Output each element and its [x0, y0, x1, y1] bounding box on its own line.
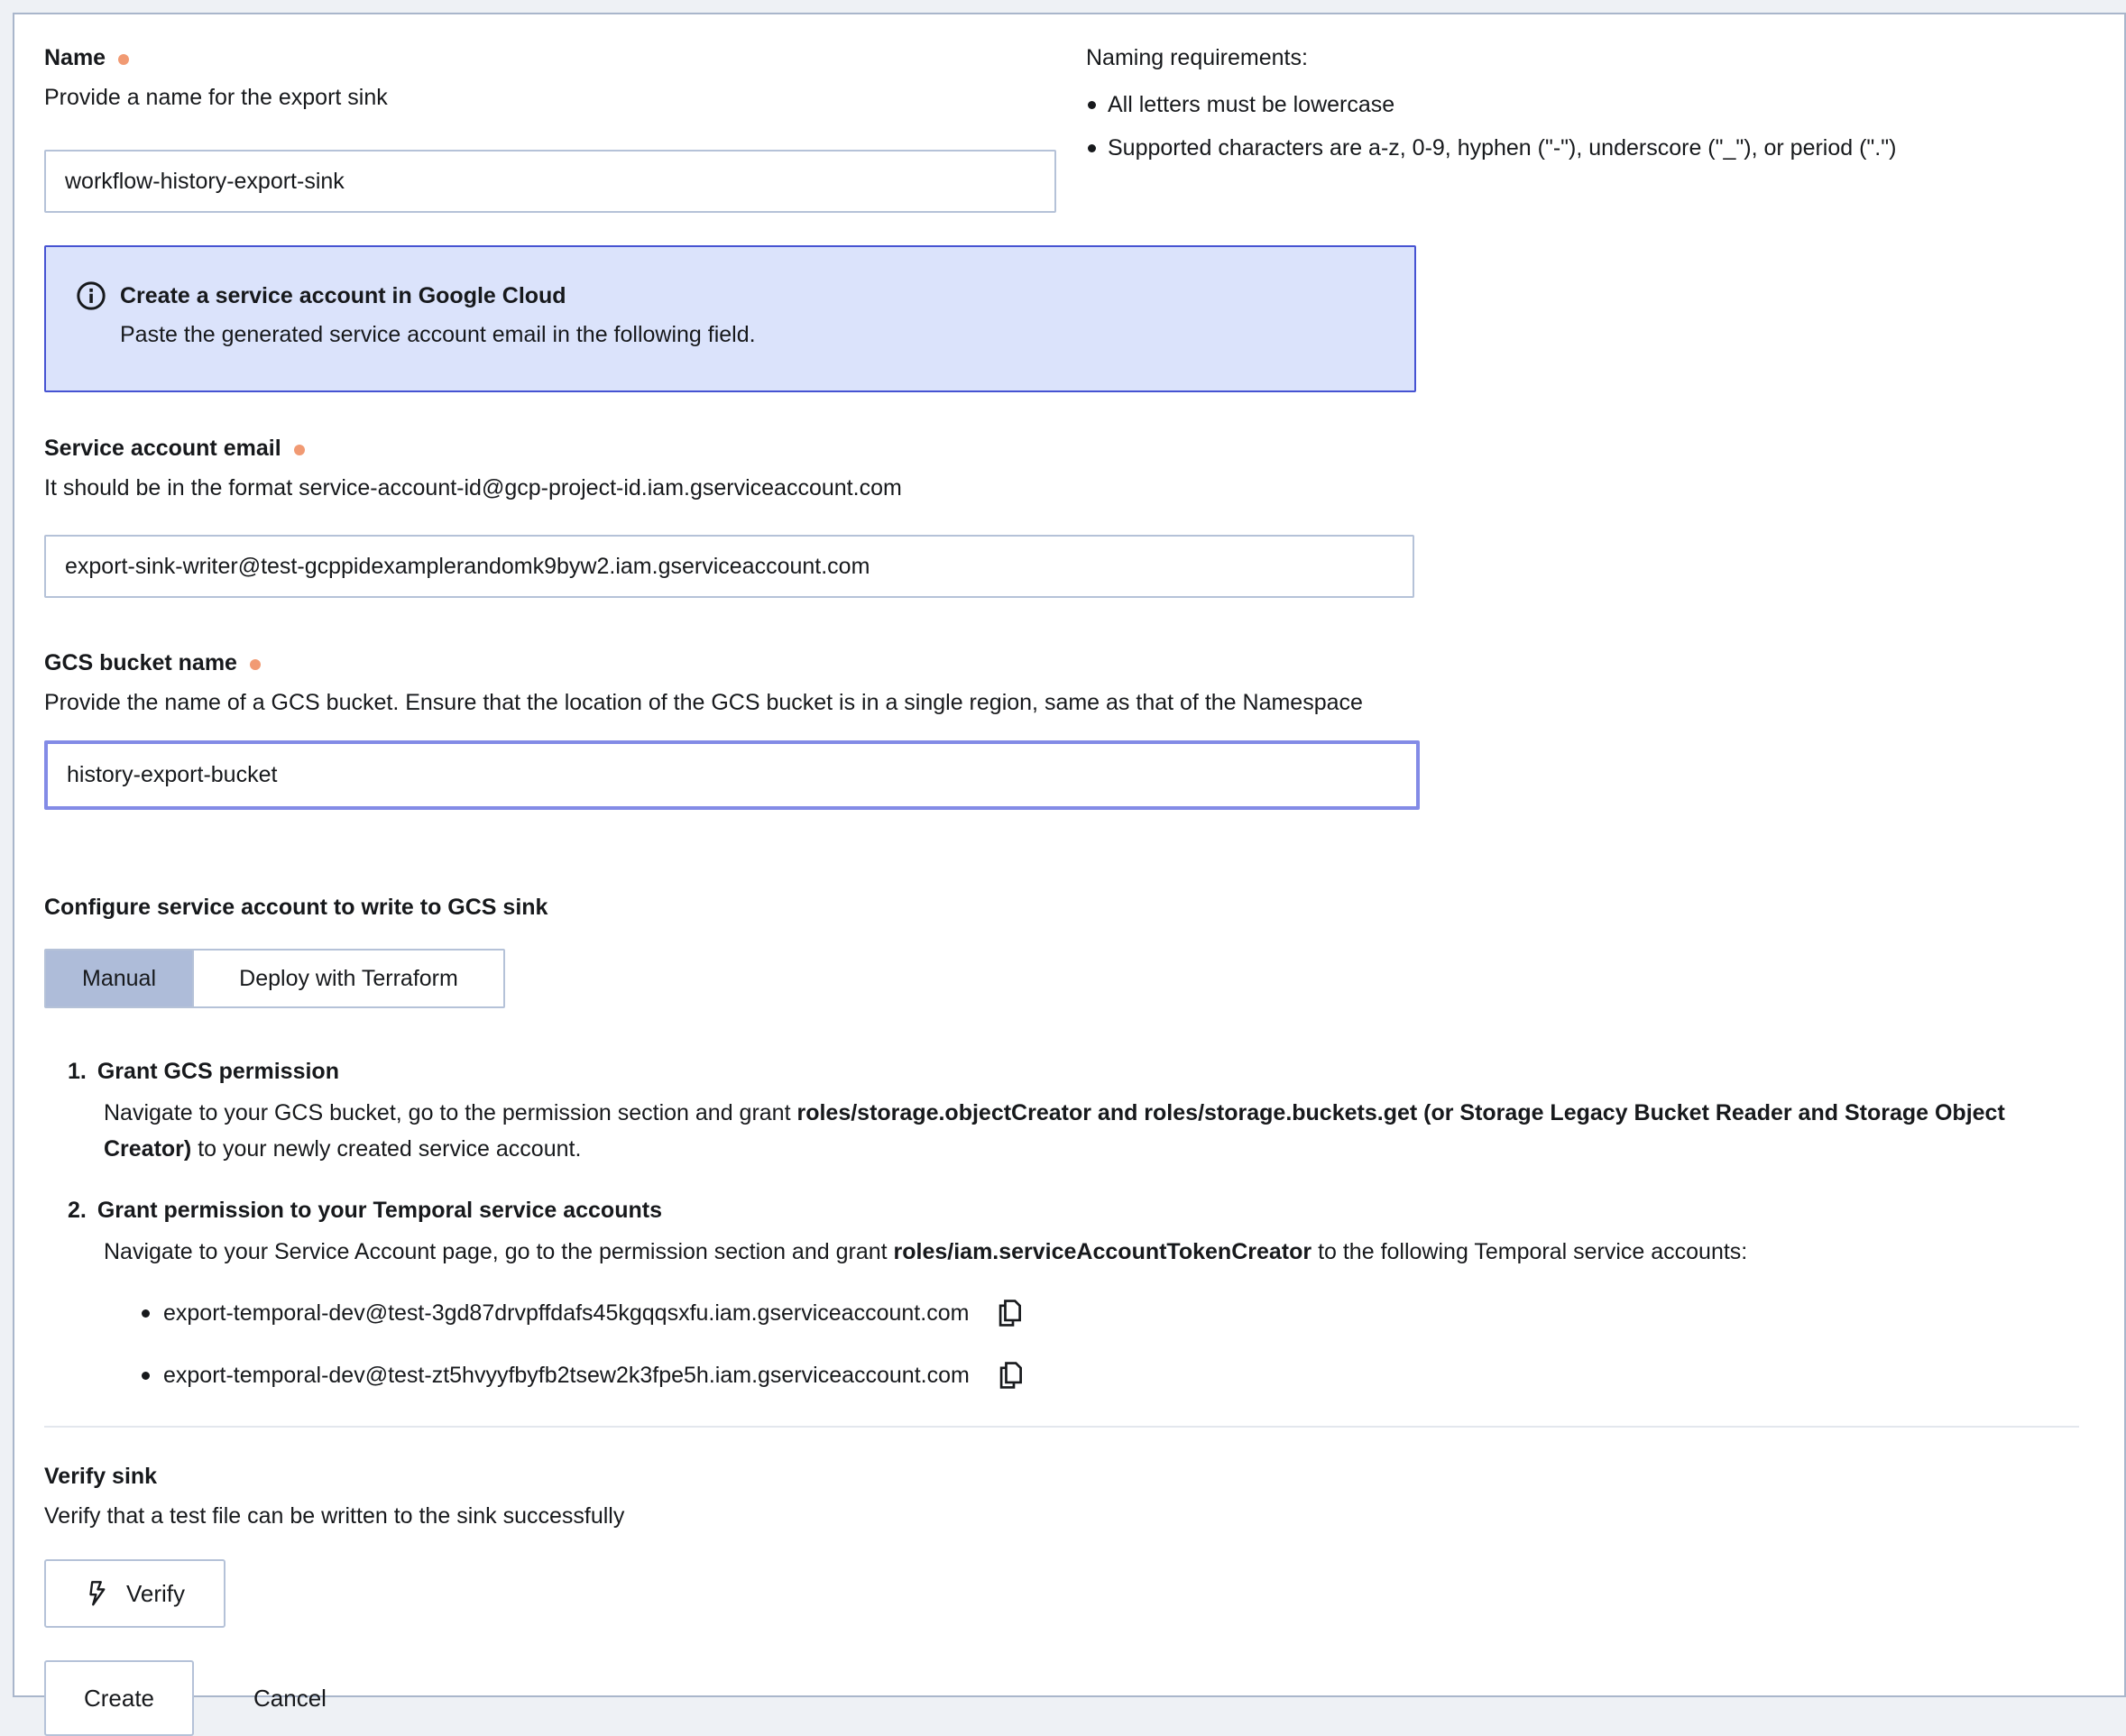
- tab-deploy-with-terraform[interactable]: Deploy with Terraform: [192, 951, 503, 1006]
- tab-manual[interactable]: Manual: [46, 951, 192, 1006]
- step-grant-gcs-permission: [44, 1053, 2081, 1167]
- service-account-email-description: It should be in the format service-account-id@gcp-project-id.iam.gserviceaccount.com: [44, 475, 902, 501]
- required-dot: [118, 54, 129, 65]
- copy-icon: [994, 1298, 1025, 1328]
- name-section: [44, 40, 2081, 213]
- manual-steps: [44, 1053, 2081, 1393]
- gcs-bucket-description: Provide the name of a GCS bucket. Ensure that the location of the GCS bucket is in a single region, same as that of the Namespace: [44, 690, 1363, 715]
- info-banner-body: Paste the generated service account email in the following field.: [120, 322, 756, 347]
- service-account-row: [140, 1295, 2081, 1331]
- step-number: 1.: [68, 1059, 87, 1084]
- copy-button[interactable]: [995, 1360, 1026, 1391]
- service-account-email-label: Service account email: [44, 436, 281, 461]
- step-roles-bold: roles/iam.serviceAccountTokenCreator: [893, 1239, 1312, 1264]
- cancel-button[interactable]: Cancel: [253, 1684, 327, 1712]
- step-body: Navigate to your GCS bucket, go to the permission section and grant roles/storage.objectCreator and roles/storage.buckets.get (or Storage Legacy Bucket Reader and Storage Object Creator) to your newly created service account.: [104, 1100, 2005, 1162]
- export-sink-form-panel: [13, 13, 2126, 1712]
- gcs-bucket-input[interactable]: [44, 740, 1420, 810]
- service-account-email-section: [44, 430, 2081, 466]
- service-account-email-text: export-temporal-dev@test-zt5hvyyfbyfb2tsew2k3fpe5h.iam.gserviceaccount.com: [163, 1363, 970, 1388]
- create-button[interactable]: Create: [44, 1660, 194, 1736]
- verify-sink-description: Verify that a test file can be written to the sink successfully: [44, 1503, 625, 1529]
- verify-button[interactable]: Verify: [44, 1559, 225, 1628]
- name-input[interactable]: [44, 150, 1056, 213]
- gcs-bucket-section: [44, 645, 2081, 681]
- info-banner: [44, 245, 1416, 392]
- step-roles-bold: roles/storage.objectCreator and roles/storage.buckets.get (or Storage Legacy Bucket Reader and Storage Object Creator): [104, 1100, 2005, 1162]
- step-title: Grant permission to your Temporal service accounts: [97, 1198, 662, 1223]
- configure-tabs: [44, 949, 505, 1008]
- copy-icon: [995, 1360, 1026, 1391]
- step-title: Grant GCS permission: [97, 1059, 339, 1084]
- gcs-bucket-label: GCS bucket name: [44, 650, 237, 675]
- service-account-email-text: export-temporal-dev@test-3gd87drvpffdafs45kgqqsxfu.iam.gserviceaccount.com: [163, 1300, 970, 1326]
- name-label: Name: [44, 45, 106, 70]
- temporal-service-accounts: [140, 1295, 2081, 1393]
- verify-sink-heading: Verify sink: [44, 1464, 158, 1489]
- configure-heading: Configure service account to write to GCS sink: [44, 895, 548, 920]
- info-icon: [76, 280, 106, 311]
- naming-requirements: [1056, 40, 2081, 213]
- required-dot: [250, 659, 261, 670]
- naming-requirement-item: Supported characters are a-z, 0-9, hyphen ("-"), underscore ("_"), or period ("."): [1086, 130, 2081, 166]
- step-grant-temporal-permission: [44, 1192, 2081, 1393]
- naming-requirement-item: All letters must be lowercase: [1086, 87, 2081, 123]
- form-actions: [44, 1660, 2081, 1736]
- step-number: 2.: [68, 1198, 87, 1223]
- service-account-row: [140, 1357, 2081, 1393]
- step-body: Navigate to your Service Account page, go to the permission section and grant roles/iam.serviceAccountTokenCreator to the following Temporal service accounts:: [104, 1239, 1748, 1264]
- lightning-icon: [85, 1580, 112, 1607]
- copy-button[interactable]: [994, 1298, 1025, 1328]
- name-description: Provide a name for the export sink: [44, 85, 388, 110]
- section-divider: [44, 1426, 2079, 1428]
- info-banner-title: Create a service account in Google Cloud: [120, 283, 566, 308]
- required-dot: [294, 445, 305, 455]
- naming-requirements-title: Naming requirements:: [1086, 45, 1308, 70]
- service-account-email-input[interactable]: [44, 535, 1414, 598]
